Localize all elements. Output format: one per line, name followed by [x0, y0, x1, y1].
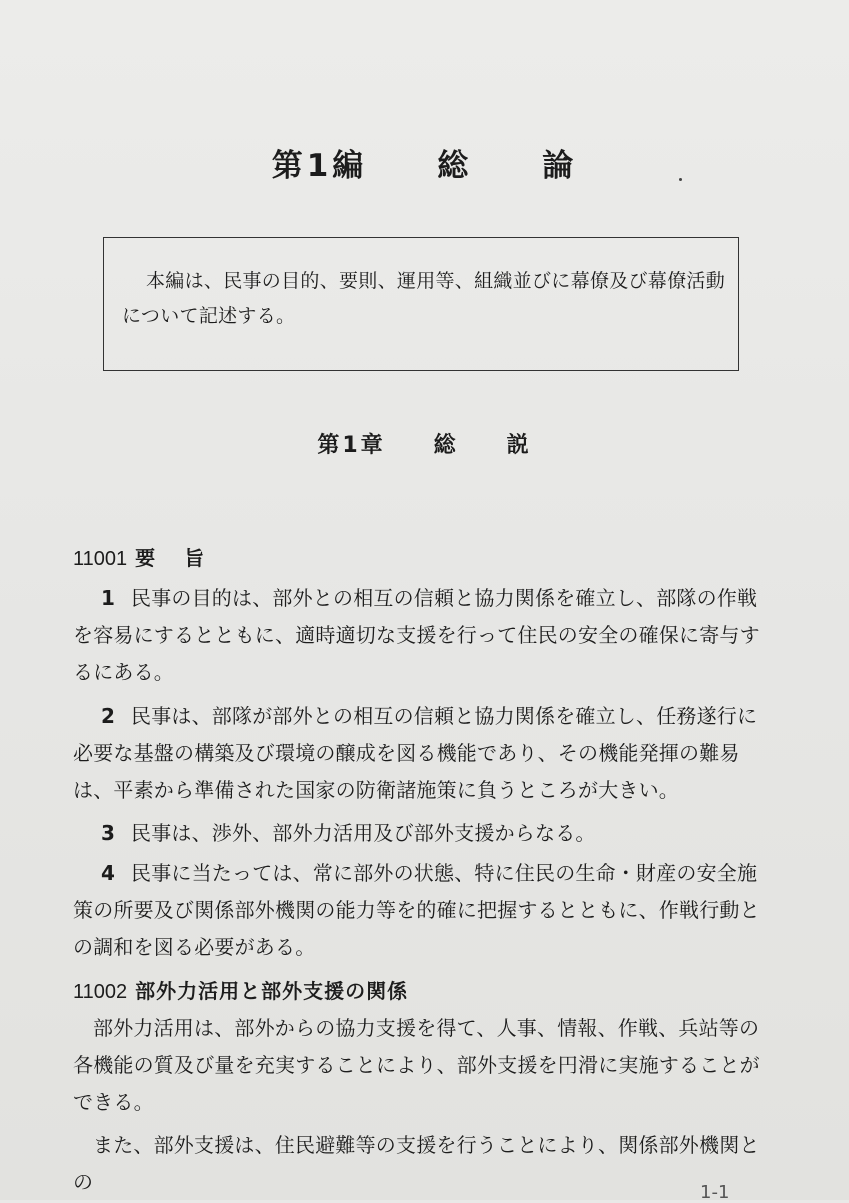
paragraph-number: 4: [101, 861, 116, 885]
page-number: 1-1: [700, 1182, 730, 1203]
paragraph-11002-1: [73, 1010, 773, 1121]
summary-box: [103, 237, 739, 371]
paragraph-text: 民事は、渉外、部外力活用及び部外支援からなる。: [131, 821, 596, 845]
section-heading-11001: [73, 542, 205, 571]
chapter-word-2: 説: [506, 433, 532, 458]
section-heading-11002: [73, 975, 408, 1004]
section-title-b: 旨: [184, 546, 206, 570]
paragraph-number: 3: [101, 821, 116, 845]
section-number: 11001: [73, 548, 128, 570]
paragraph-text: また、部外支援は、住民避難等の支援を行うことにより、関係部外機関との: [73, 1133, 760, 1194]
paragraph-3: [73, 815, 773, 852]
part-title: [0, 140, 849, 185]
chapter-word-1: 総: [433, 433, 459, 458]
paragraph-text: 民事の目的は、部外との相互の信頼と協力関係を確立し、部隊の作戦を容易にするとともに、適時適切な支援を行って住民の安全の確保に寄与するにある。: [73, 586, 760, 684]
chapter-label: 第1章: [317, 433, 386, 458]
paragraph-text: 民事に当たっては、常に部外の状態、特に住民の生命・財産の安全施策の所要及び関係部外機関の能力等を的確に把握するとともに、作戦行動との調和を図る必要がある。: [73, 861, 760, 959]
paragraph-number: 2: [101, 704, 116, 728]
paragraph-text: 民事は、部隊が部外との相互の信頼と協力関係を確立し、任務遂行に必要な基盤の構築及び環境の醸成を図る機能であり、その機能発揮の難易は、平素から準備された国家の防衛諸施策に負うところが大きい。: [73, 704, 758, 802]
part-word-2: 論: [542, 148, 578, 184]
section-title: [135, 546, 205, 570]
paragraph-number: 1: [101, 586, 116, 610]
paragraph-11002-2: [73, 1127, 773, 1201]
speck: [679, 178, 682, 181]
paragraph-text: 部外力活用は、部外からの協力支援を得て、人事、情報、作戦、兵站等の各機能の質及び量を充実することにより、部外支援を円滑に実施することができる。: [73, 1016, 760, 1114]
paragraph-1: [73, 580, 773, 691]
paragraph-2: [73, 698, 773, 809]
section-number: 11002: [73, 981, 128, 1003]
section-title: 部外力活用と部外支援の関係: [135, 979, 409, 1003]
summary-text: 本編は、民事の目的、要則、運用等、組織並びに幕僚及び幕僚活動について記述する。: [122, 270, 726, 327]
paragraph-4: [73, 855, 773, 966]
part-word-1: 総: [437, 148, 473, 184]
chapter-title: [0, 428, 849, 459]
section-title-a: 要: [135, 546, 157, 570]
part-label: 第1編: [271, 148, 368, 184]
